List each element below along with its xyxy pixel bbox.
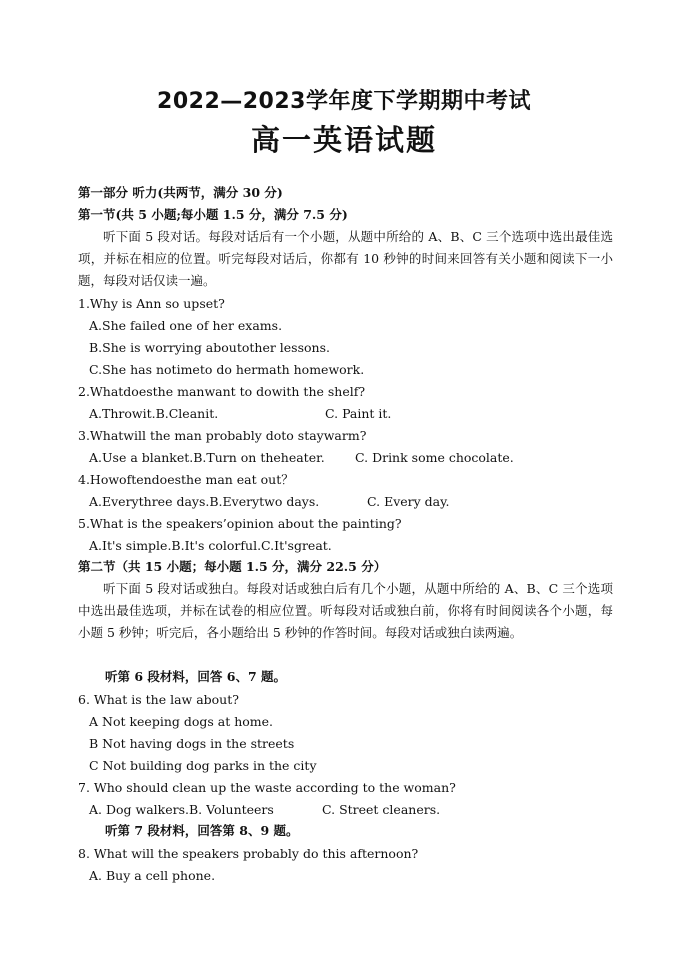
question-4-option-c: C. Every day. [367,494,450,509]
part1-heading: 第一部分 听力(共两节，满分 30 分) [78,185,283,200]
question-3-stem: 3.Whatwill the man probably doto staywarm? [78,428,367,443]
question-8-stem: 8. What will the speakers probably do this afternoon? [78,846,419,861]
section2-instructions: 听下面 5 段对话或独白。每段对话或独白后有几个小题，从题中所给的 A、B、C 三个选项中选出最佳选项，并标在试卷的相应位置。听每段对话或独白前，你将有时间阅读各个小题，每小题 5 秒钟；听完后，各小题给出 5 秒钟的作答时间。每段对话或独白读两遍。 [78,581,613,640]
material-6-heading: 听第 6 段材料，回答 6、7 题。 [105,669,287,684]
question-7-option-c: C. Street cleaners. [322,802,441,817]
question-1-option-b: B.She is worrying aboutother lessons. [89,340,330,355]
section1-heading: 第一节(共 5 小题;每小题 1.5 分，满分 7.5 分) [78,207,348,222]
question-3-options-ab: A.Use a blanket.B.Turn on theheater. [89,450,325,465]
exam-title: 2022—2023学年度下学期期中考试 [157,89,531,114]
question-5-stem: 5.What is the speakers’opinion about the painting? [78,516,402,531]
question-7-stem: 7. Who should clean up the waste according to the woman? [78,780,456,795]
question-2-options-ab: A.Throwit.B.Cleanit. [89,406,219,421]
question-8-option-a: A. Buy a cell phone. [89,868,216,883]
question-4-options-ab: A.Everythree days.B.Everytwo days. [89,494,320,509]
question-6-option-a: A Not keeping dogs at home. [89,714,274,729]
question-3-option-c: C. Drink some chocolate. [355,450,514,465]
section1-instructions: 听下面 5 段对话。每段对话后有一个小题，从题中所给的 A、B、C 三个选项中选出最佳选项，并标在相应的位置。听完每段对话后，你都有 10 秒钟的时间来回答有关小题和阅读下一小题，每段对话仅读一遍。 [78,229,613,288]
question-2-option-c: C. Paint it. [325,406,392,421]
question-1-stem: 1.Why is Ann so upset? [78,296,225,311]
question-5-options: A.It's simple.B.It's colorful.C.It'sgreat. [89,538,332,553]
question-7-options-ab: A. Dog walkers.B. Volunteers [89,802,274,817]
material-7-heading: 听第 7 段材料，回答第 8、9 题。 [105,823,299,838]
question-6-option-c: C Not building dog parks in the city [89,758,317,773]
question-4-stem: 4.Howoftendoesthe man eat out？ [78,472,294,487]
question-1-option-a: A.She failed one of her exams. [89,318,283,333]
subject-title: 高一英语试题 [250,123,437,157]
question-6-option-b: B Not having dogs in the streets [89,736,295,751]
question-2-stem: 2.Whatdoesthe manwant to dowith the shelf? [78,384,366,399]
section2-heading: 第二节（共 15 小题；每小题 1.5 分，满分 22.5 分） [78,559,387,574]
question-1-option-c: C.She has notimeto do hermath homework. [89,362,365,377]
question-6-stem: 6. What is the law about? [78,692,239,707]
